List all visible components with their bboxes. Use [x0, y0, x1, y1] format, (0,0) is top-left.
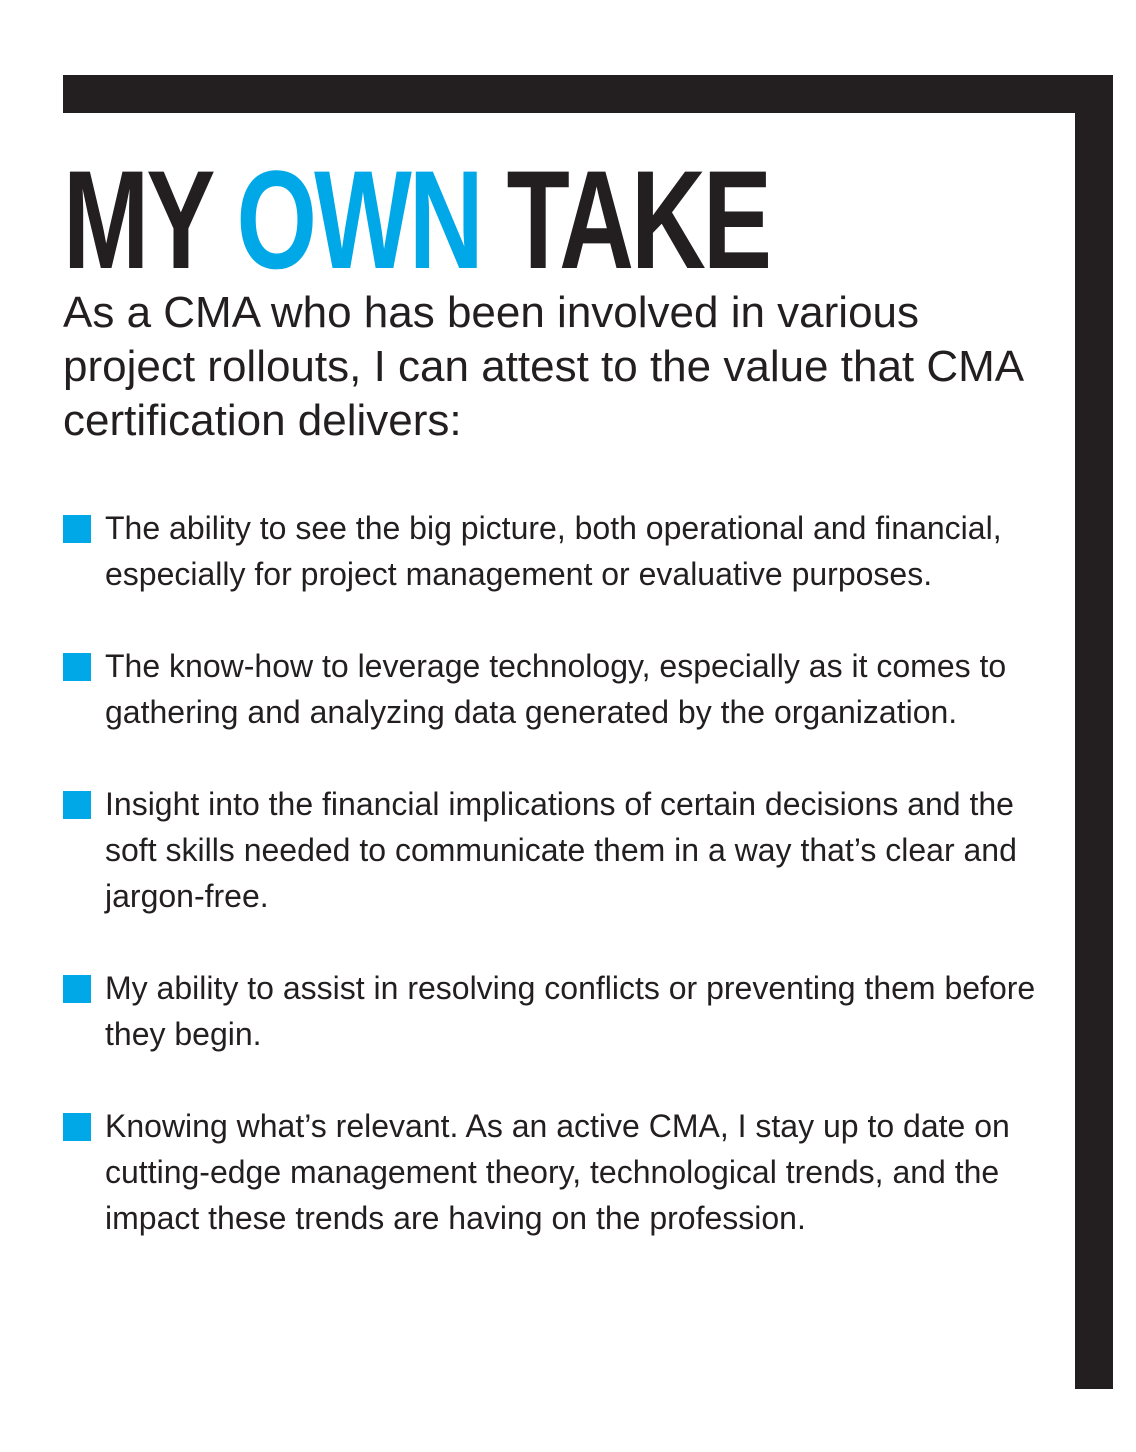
headline-part-2: TAKE [480, 141, 770, 298]
bullet-item [63, 505, 1063, 597]
bullet-text: The know-how to leverage technology, especially as it comes to gathering and analyzing data generated by the organization. [105, 648, 1007, 730]
bullet-text: My ability to assist in resolving conflicts or preventing them before they begin. [105, 970, 1036, 1052]
bullet-text: Insight into the financial implications of certain decisions and the soft skills needed to communicate them in a way that’s clear and jargon-free. [105, 786, 1017, 914]
intro-paragraph: As a CMA who has been involved in various project rollouts, I can attest to the value that CMA certification delivers: [63, 288, 1022, 445]
frame-right-bar [1075, 75, 1113, 1389]
bullet-text: Knowing what’s relevant. As an active CMA, I stay up to date on cutting-edge management theory, technological trends, and the impact these trends are having on the profession. [105, 1108, 1010, 1236]
bullet-item [63, 643, 1063, 735]
square-bullet-icon [63, 515, 91, 543]
headline-accent-word: OWN [236, 141, 481, 298]
bullet-list [63, 505, 1063, 1287]
bullet-text: The ability to see the big picture, both operational and financial, especially for project management or evaluative purposes. [105, 510, 1002, 592]
square-bullet-icon [63, 791, 91, 819]
headline-part-1: MY [63, 141, 237, 298]
frame-top-bar [63, 75, 1113, 113]
bullet-item [63, 781, 1063, 919]
bullet-item [63, 965, 1063, 1057]
square-bullet-icon [63, 1113, 91, 1141]
headline [63, 141, 770, 298]
square-bullet-icon [63, 975, 91, 1003]
square-bullet-icon [63, 653, 91, 681]
bullet-item [63, 1103, 1063, 1241]
